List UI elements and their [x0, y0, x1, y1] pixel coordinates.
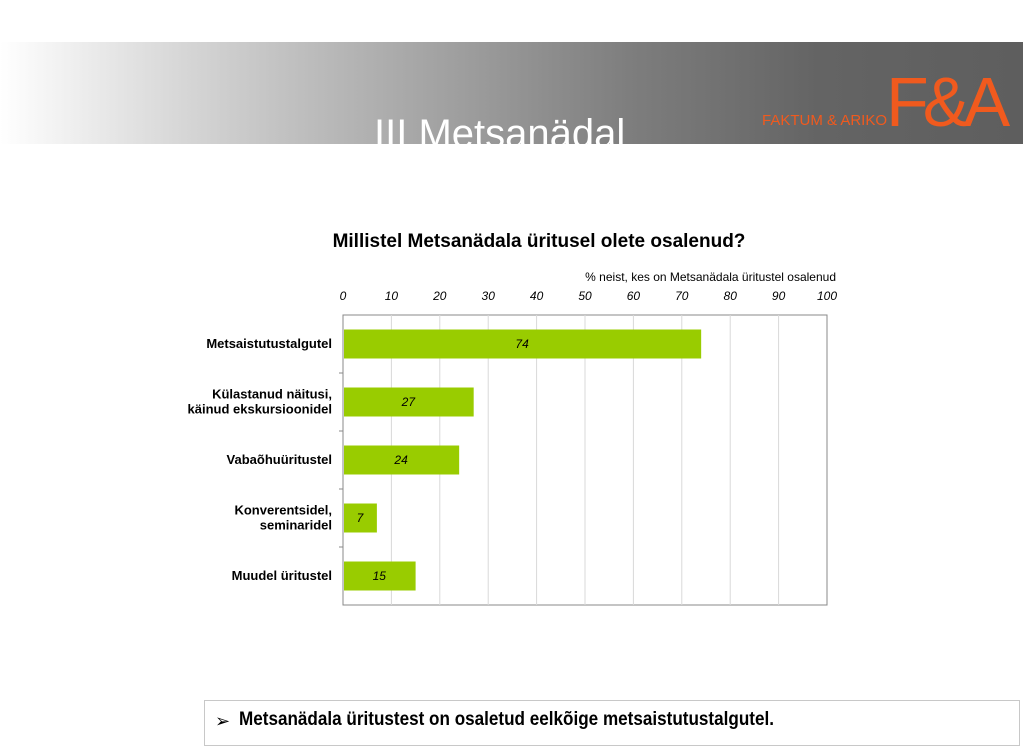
category-label: Külastanud näitusi, käinud ekskursioonidel: [187, 386, 332, 417]
bullet-arrow-icon: ➢: [215, 711, 231, 731]
x-tick-label: 30: [481, 289, 495, 303]
chart-title: Millistel Metsanädala üritusel olete osalenud?: [332, 231, 746, 252]
bar-value-label: 7: [356, 511, 364, 525]
x-tick-label: 40: [529, 289, 544, 303]
axis-label: % neist, kes on Metsanädala üritustel osalenud: [585, 270, 836, 284]
bar-value-label: 27: [401, 395, 416, 409]
x-tick-label: 10: [384, 289, 399, 303]
bar-value-label: 15: [372, 569, 386, 583]
slide-title: III Metsanädal: [374, 112, 626, 156]
category-label: Muudel üritustel: [231, 568, 332, 583]
x-tick-label: 90: [771, 289, 786, 303]
x-tick-label: 80: [723, 289, 737, 303]
category-label: Vabaõhuüritustel: [226, 452, 332, 467]
x-tick-labels: [340, 289, 838, 303]
category-label: Metsaistutustalgutel: [206, 336, 332, 351]
logo-subtitle: FAKTUM & ARIKO: [762, 112, 888, 129]
x-tick-label: 60: [626, 289, 641, 303]
x-tick-label: 50: [578, 289, 592, 303]
x-tick-label: 100: [816, 289, 838, 303]
x-tick-label: 0: [339, 289, 347, 303]
conclusion-box: [204, 700, 1020, 746]
category-labels: [188, 336, 333, 583]
bar-value-label: 74: [515, 337, 529, 351]
logo-mark: F&A: [886, 63, 1005, 136]
x-tick-label: 70: [675, 289, 689, 303]
conclusion-text: Metsanädala üritustest on osaletud eelkõige metsaistutustalgutel.: [239, 709, 774, 730]
x-tick-label: 20: [433, 289, 447, 303]
category-label: Konverentsidel, seminaridel: [234, 502, 332, 533]
bar-value-label: 24: [394, 453, 408, 467]
